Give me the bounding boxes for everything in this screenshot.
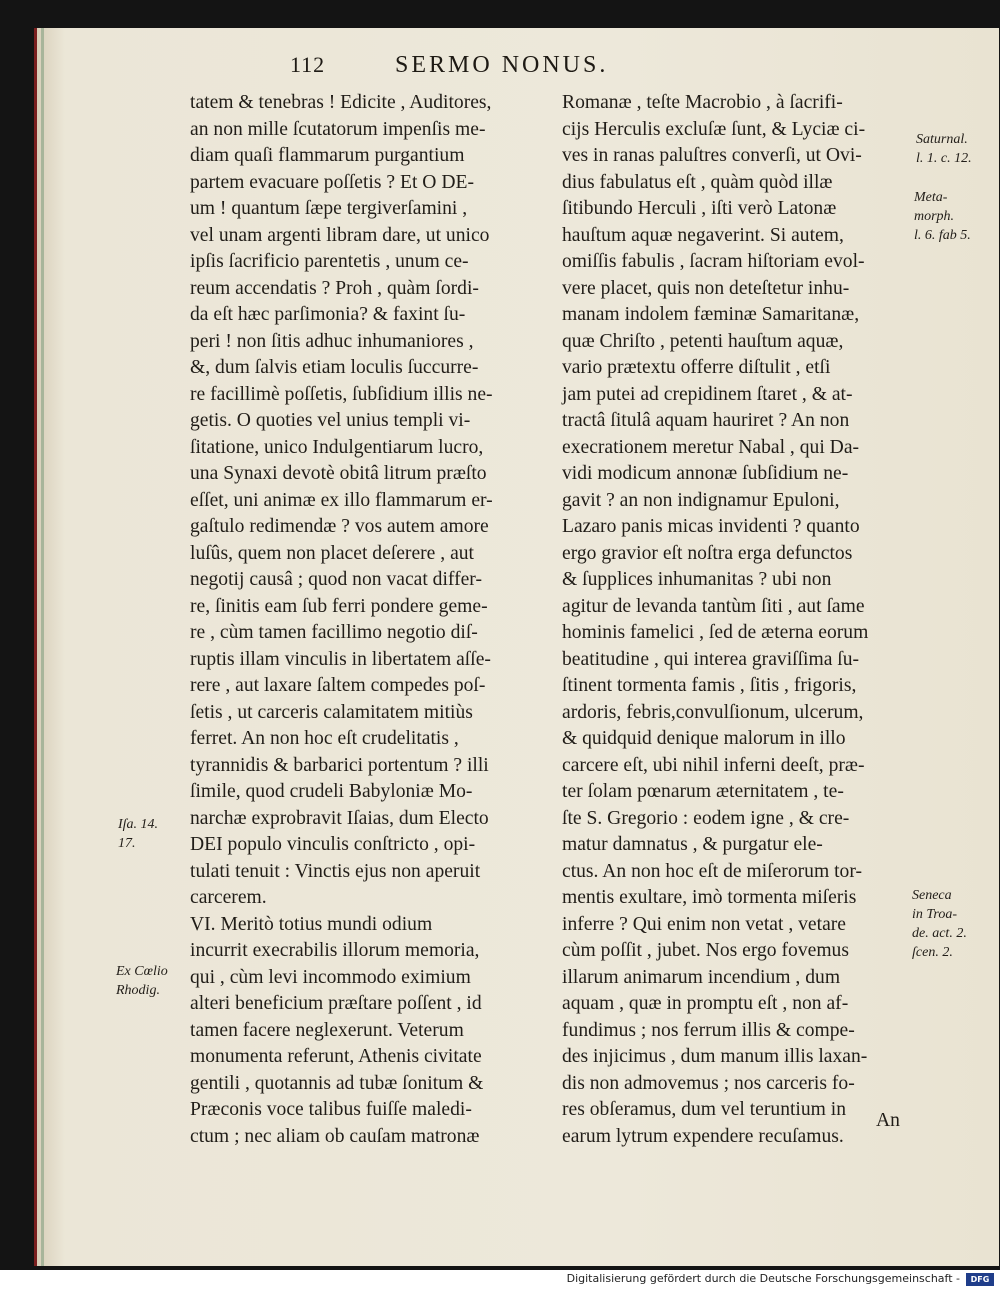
text-line: ipſis ſacrificio parentetis , unum ce- — [190, 251, 469, 272]
text-line: tyrannidis & barbarici portentum ? illi — [190, 754, 489, 776]
text-line: re , cùm tamen facillimo negotio diſ- — [190, 622, 478, 643]
text-line: quæ Chriſto , petenti hauſtum aquæ, — [562, 330, 844, 352]
running-head — [140, 52, 960, 82]
text-line: tamen facere neglexerunt. Veterum — [190, 1019, 464, 1041]
text-line: da eſt hæc parſimonia? & faxint ſu- — [190, 304, 466, 325]
text-line: ctus. An non hoc eſt de miſerorum tor- — [562, 860, 862, 882]
catchword: An — [876, 1110, 900, 1131]
text-line: qui , cùm levi incommodo eximium — [190, 966, 471, 988]
text-line: fundimus ; nos ferrum illis & compe- — [562, 1019, 855, 1041]
text-line: cùm poſſit , jubet. Nos ergo fovemus — [562, 940, 849, 961]
text-line: alteri beneficium præſtare poſſent , id — [190, 993, 482, 1014]
text-line: hominis famelici , ſed de æterna eorum — [562, 622, 869, 643]
margin-note-metamorph — [914, 188, 971, 245]
text-line: mentis exultare, imò tormenta miſeris — [562, 887, 857, 908]
text-line: diam quaſi flammarum purgantium — [190, 145, 465, 166]
page-number: 112 — [290, 52, 326, 77]
text-line: agitur de levanda tantùm ſiti , aut ſame — [562, 595, 865, 617]
text-line: matur damnatus , & purgatur ele- — [562, 834, 823, 855]
text-line: ferret. An non hoc eſt crudelitatis , — [190, 728, 459, 749]
right-text-column — [562, 90, 912, 1150]
margin-note-line: Saturnal. — [916, 132, 968, 147]
margin-note-line: morph. — [914, 209, 955, 224]
text-line: narchæ exprobravit Iſaias, dum Electo — [190, 807, 489, 829]
text-line: & quidquid denique malorum in illo — [562, 728, 846, 749]
text-line: incurrit execrabilis illorum memoria, — [190, 940, 480, 961]
text-line: ſitibundo Herculi , iſti verò Latonæ — [562, 198, 837, 219]
text-line: ſetis , ut carceris calamitatem mitiùs — [190, 701, 473, 723]
margin-note-saturnal — [916, 130, 972, 168]
text-line: tulati tenuit : Vinctis ejus non aperuit — [190, 860, 481, 882]
text-line: luſûs, quem non placet deſerere , aut — [190, 542, 475, 564]
text-line: rere , aut laxare ſaltem compedes poſ- — [190, 675, 486, 696]
text-line: &, dum ſalvis etiam loculis ſuccurre- — [190, 357, 479, 378]
text-line: an non mille ſcutatorum impenſis me- — [190, 118, 486, 140]
margin-note-caelius — [116, 962, 168, 1000]
text-line: tatem & tenebras ! Edicite , Auditores, — [190, 92, 492, 113]
text-line: carcerem. — [190, 887, 267, 908]
margin-note-line: de. act. 2. — [912, 926, 967, 941]
text-line: una Synaxi devotè obitâ litrum præſto — [190, 463, 487, 484]
text-line: omiſſis fabulis , ſacram hiſtoriam evol- — [562, 251, 865, 272]
text-line: ves in ranas paluſtres converſi, ut Ovi- — [562, 145, 862, 166]
margin-note-line: l. 1. c. 12. — [916, 151, 972, 166]
margin-note-isaias — [118, 815, 158, 853]
text-line: dis non admovemus ; nos carceris fo- — [562, 1072, 855, 1094]
text-line: ctum ; nec aliam ob cauſam matronæ — [190, 1125, 480, 1147]
margin-note-line: Seneca — [912, 888, 952, 903]
text-line: des injicimus , dum manum illis laxan- — [562, 1046, 868, 1067]
margin-note-line: l. 6. fab 5. — [914, 228, 971, 243]
text-line: gentili , quotannis ad tubæ ſonitum & — [190, 1072, 484, 1094]
margin-note-line: 17. — [118, 836, 136, 851]
text-line: partem evacuare poſſetis ? Et O DE- — [190, 171, 474, 193]
text-line: inferre ? Qui enim non vetat , vetare — [562, 913, 846, 935]
text-line: getis. O quoties vel unius templi vi- — [190, 410, 471, 431]
text-line: cijs Herculis excluſæ ſunt, & Lyciæ ci- — [562, 118, 866, 140]
text-line: carcere eſt, ubi nihil inferni deeſt, præ- — [562, 754, 865, 776]
text-line: vere placet, quis non deteſtetur inhu- — [562, 277, 850, 299]
text-line: dius fabulatus eſt , quàm quòd illæ — [562, 171, 833, 193]
text-line: manam indolem fæminæ Samaritanæ, — [562, 304, 860, 325]
text-line: ter ſolam pœnarum æternitatem , te- — [562, 781, 844, 802]
text-line: reum accendatis ? Proh , quàm ſordi- — [190, 277, 479, 299]
footer-credit: Digitalisierung gefördert durch die Deutsche Forschungsgemeinschaft - — [566, 1272, 960, 1285]
text-line: tractâ ſitulâ aquam hauriret ? An non — [562, 410, 850, 431]
text-line: re, ſinitis eam ſub ferri pondere geme- — [190, 595, 488, 617]
text-line: ſitatione, unico Indulgentiarum lucro, — [190, 436, 484, 458]
text-line: vidi modicum annonæ ſubſidium ne- — [562, 463, 849, 484]
running-head-title: SERMO NONUS. — [395, 52, 609, 78]
text-line: res obſeramus, dum vel teruntium in — [562, 1099, 847, 1120]
margin-note-line: Meta- — [914, 190, 948, 205]
margin-note-line: ſcen. 2. — [912, 945, 953, 960]
text-line: ſtinent tormenta famis , ſitis , frigoris, — [562, 675, 857, 696]
margin-note-seneca — [912, 886, 967, 962]
text-line: gaſtulo redimendæ ? vos autem amore — [190, 516, 489, 537]
text-line: jam putei ad crepidinem ſtaret , & at- — [562, 383, 853, 405]
text-line: aquam , quæ in promptu eſt , non af- — [562, 993, 849, 1014]
text-line: gavit ? an non indignamur Epuloni, — [562, 489, 840, 511]
text-line: earum lytrum expendere recuſamus. — [562, 1125, 844, 1147]
margin-note-line: Ex Cœlio — [116, 964, 168, 979]
text-line: um ! quantum ſæpe tergiverſamini , — [190, 198, 468, 219]
text-line: ardoris, febris,convulſionum, ulcerum, — [562, 701, 864, 723]
text-line: peri ! non ſitis adhuc inhumaniores , — [190, 330, 474, 352]
text-line: negotij causâ ; quod non vacat differ- — [190, 569, 482, 590]
text-line: Lazaro panis micas invidenti ? quanto — [562, 516, 860, 537]
text-line: illarum animarum incendium , dum — [562, 966, 841, 988]
text-line: vel unam argenti libram dare, ut unico — [190, 224, 490, 246]
text-line: eſſet, uni animæ ex illo flammarum er- — [190, 489, 493, 511]
text-line: ſimile, quod crudeli Babyloniæ Mo- — [190, 781, 473, 802]
text-line: execrationem meretur Nabal , qui Da- — [562, 436, 860, 458]
text-line: ruptis illam vinculis in libertatem aſſe- — [190, 648, 491, 670]
text-line: ſte S. Gregorio : eodem igne , & cre- — [562, 807, 850, 829]
margin-note-line: Iſa. 14. — [118, 817, 159, 832]
text-line: & ſupplices inhumanitas ? ubi non — [562, 569, 832, 590]
text-line: Præconis voce talibus fuiſſe maledi- — [190, 1099, 472, 1120]
text-line: ergo gravior eſt noſtra erga defunctos — [562, 542, 853, 564]
text-line: Romanæ , teſte Macrobio , à ſacrifi- — [562, 92, 843, 113]
text-line: DEI populo vinculis conſtricto , opi- — [190, 834, 476, 855]
text-line: monumenta referunt, Athenis civitate — [190, 1046, 482, 1067]
text-line: re facillimè poſſetis, ſubſidium illis ne- — [190, 383, 493, 405]
text-line: VI. Meritò totius mundi odium — [190, 913, 433, 935]
margin-note-line: in Troa- — [912, 907, 957, 922]
margin-note-line: Rhodig. — [116, 983, 160, 998]
footer-bar — [0, 1270, 1000, 1289]
dfg-logo-icon: DFG — [966, 1273, 994, 1286]
text-line: hauſtum aquæ negaverint. Si autem, — [562, 224, 844, 246]
text-line: beatitudine , qui interea graviſſima ſu- — [562, 648, 860, 670]
text-line: vario prætextu offerre diſtulit , etſi — [562, 357, 831, 378]
left-text-column — [190, 90, 540, 1150]
